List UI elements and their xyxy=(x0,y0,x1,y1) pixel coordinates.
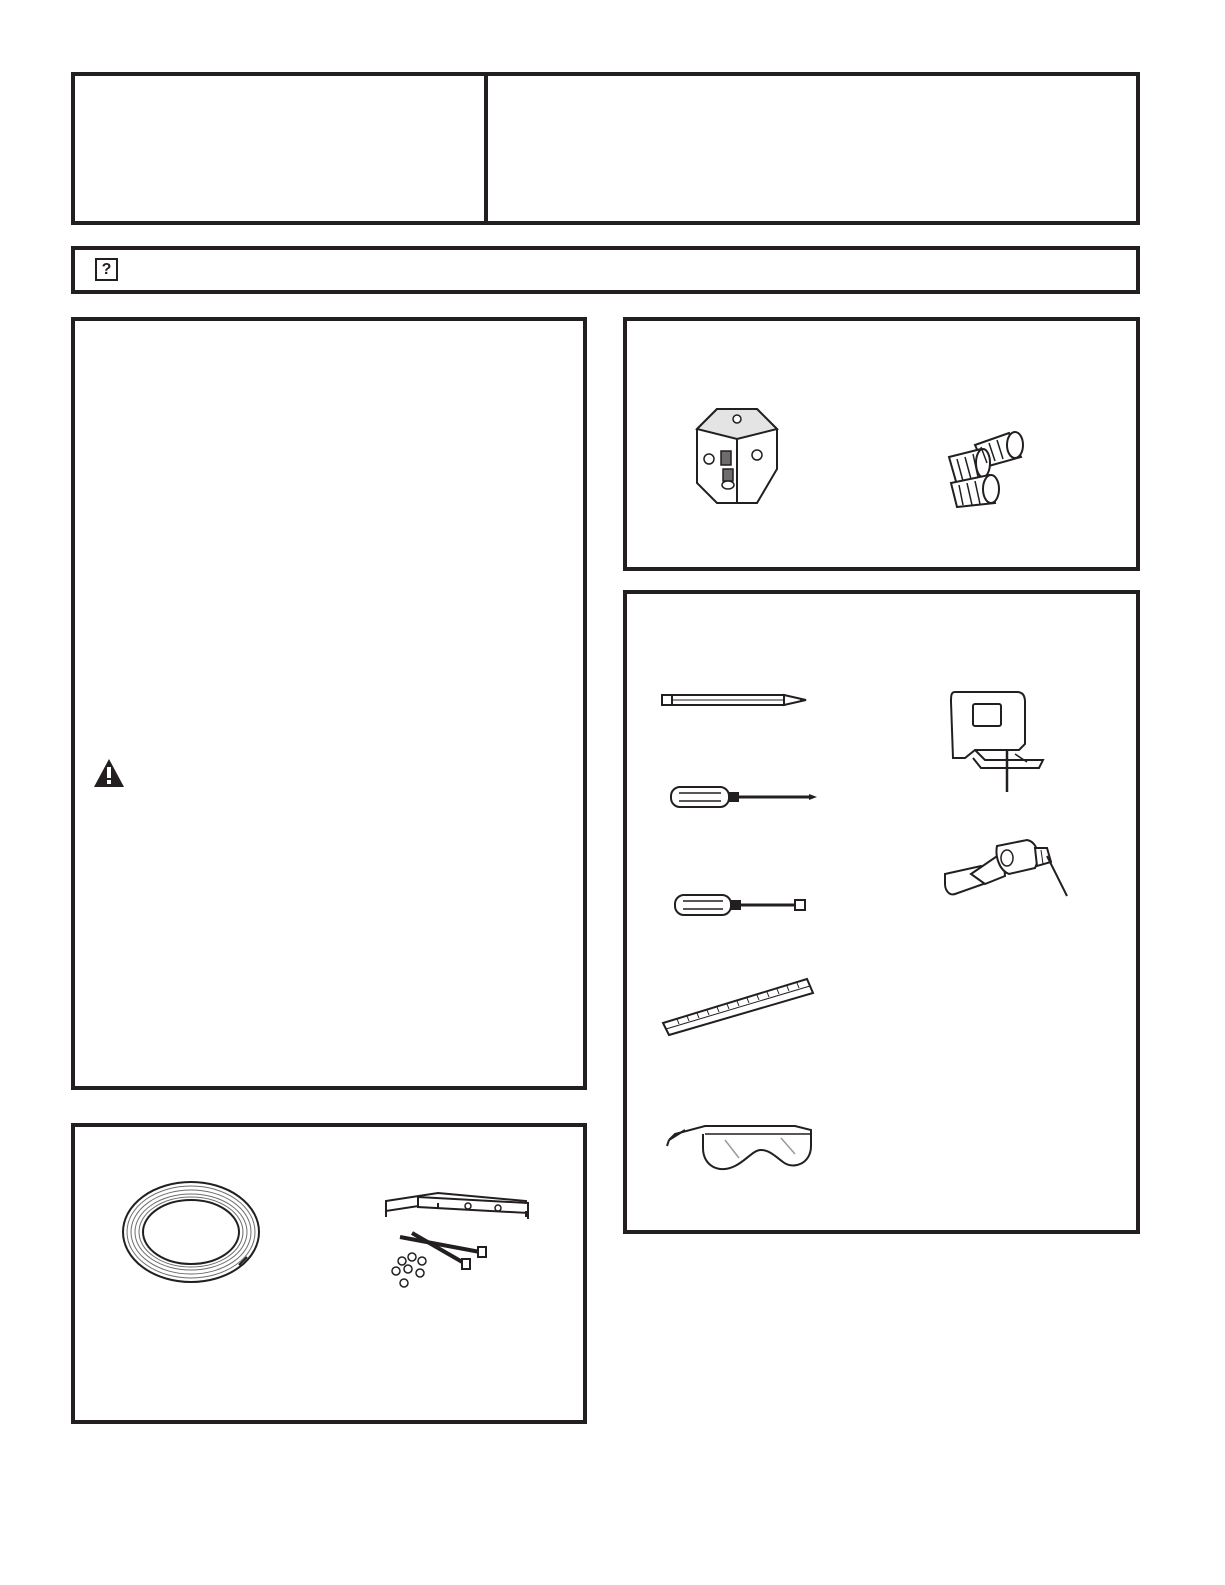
header-divider xyxy=(484,72,488,225)
mounting-brackets-and-screws-icon xyxy=(378,1189,548,1299)
drill-icon xyxy=(941,834,1073,908)
header-box xyxy=(71,72,1140,225)
tape-coil-icon xyxy=(119,1177,263,1287)
parts-included-panel xyxy=(71,1123,587,1424)
help-banner xyxy=(71,246,1140,294)
phillips-screwdriver-icon xyxy=(669,784,819,810)
safety-glasses-icon xyxy=(665,1112,817,1174)
junction-box-icon xyxy=(695,407,779,505)
nut-driver-icon xyxy=(673,892,809,918)
intro-panel xyxy=(71,317,587,1090)
ruler-icon xyxy=(659,977,817,1039)
wire-nuts-icon xyxy=(945,427,1029,509)
warning-triangle-icon xyxy=(93,758,125,788)
pencil-icon xyxy=(660,691,810,709)
jigsaw-icon xyxy=(945,688,1049,796)
tools-needed-panel xyxy=(623,590,1140,1234)
materials-needed-panel xyxy=(623,317,1140,571)
help-icon: ? xyxy=(95,258,118,281)
